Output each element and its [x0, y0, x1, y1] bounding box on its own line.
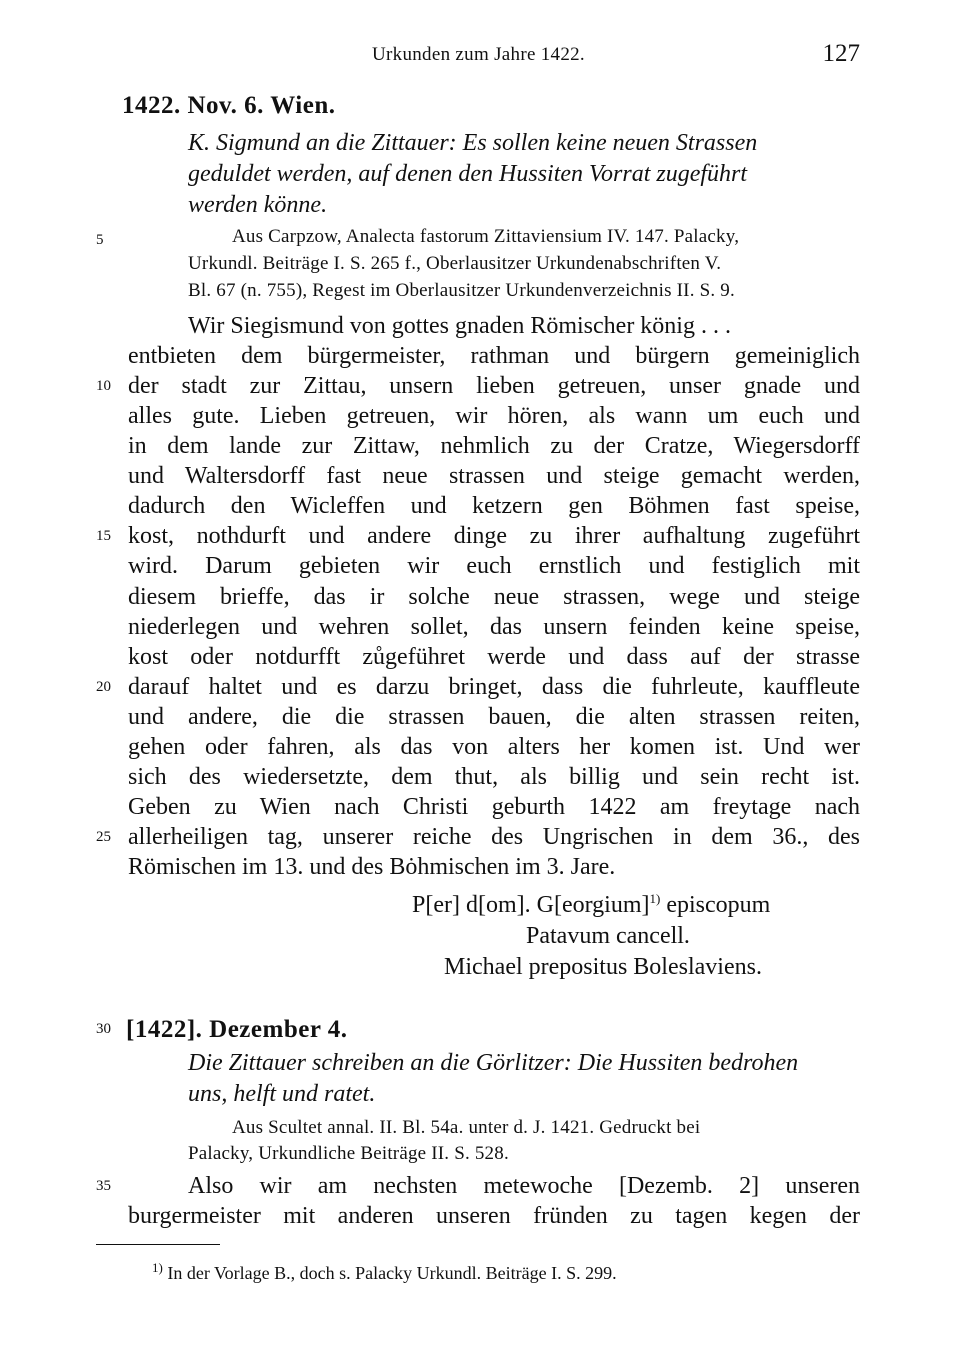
text-line: Römischen im 13. und des Bȯhmischen im 3. Jare. — [128, 854, 616, 880]
text-line: allerheiligen tag, unserer reiche des Ungrischen in dem 36., des — [128, 824, 860, 850]
document-date-heading: [1422]. Dezember 4. — [126, 1016, 348, 1043]
text-line: Also wir am nechsten metewoche [Dezemb. 2] unseren — [188, 1173, 860, 1199]
footnote-marker: 1) — [152, 1260, 163, 1275]
footnote — [152, 1260, 617, 1284]
text-line: und andere, die die strassen bauen, die alten strassen reiten, — [128, 704, 860, 730]
source-note-line: Aus Scultet annal. II. Bl. 54a. unter d. J. 1421. Gedruckt bei — [232, 1117, 701, 1138]
source-note-line: Aus Carpzow, Analecta fastorum Zittaviensium IV. 147. Palacky, — [232, 226, 740, 247]
signature-line: Michael prepositus Boleslaviens. — [444, 954, 762, 980]
line-number: 30 — [96, 1021, 111, 1037]
line-number: 35 — [96, 1178, 111, 1194]
text-line: kost, nothdurft und andere dinge zu ihrer aufhaltung zugeführt — [128, 523, 860, 549]
text-line: der stadt zur Zittau, unsern lieben getreuen, unser gnade und — [128, 373, 860, 399]
text-line: in dem lande zur Zittaw, nehmlich zu der Cratze, Wiegersdorff — [128, 433, 860, 459]
regest-line: uns, helft und ratet. — [188, 1081, 376, 1107]
text-line: dadurch den Wicleffen und ketzern gen Böhmen fast speise, — [128, 493, 860, 519]
regest-line: K. Sigmund an die Zittauer: Es sollen keine neuen Strassen — [188, 130, 758, 156]
text-line: niederlegen und wehren sollet, das unsern feinden keine speise, — [128, 614, 860, 640]
text-line: Geben zu Wien nach Christi geburth 1422 am freytage nach — [128, 794, 860, 820]
footnote-rule — [96, 1244, 220, 1245]
signature-line — [412, 892, 770, 919]
text-line: diesem brieffe, das ir solche neue strassen, wege und steige — [128, 584, 860, 610]
document-date-heading: 1422. Nov. 6. Wien. — [122, 92, 336, 119]
line-number: 15 — [96, 528, 111, 544]
text-line: entbieten dem bürgermeister, rathman und bürgern gemeiniglich — [128, 343, 860, 369]
regest-line: geduldet werden, auf denen den Hussiten Vorrat zugeführt — [188, 161, 748, 187]
signature-line: Patavum cancell. — [526, 923, 690, 949]
text-line: wird. Darum gebieten wir euch ernstlich und festiglich mit — [128, 553, 860, 579]
text-line: kost oder notdurfft zůgeführet werde und dass auf der strasse — [128, 644, 860, 670]
text-line: alles gute. Lieben getreuen, wir hören, als wann um euch und — [128, 403, 860, 429]
signature-text: P[er] d[om]. G[eorgium] — [412, 892, 650, 918]
regest-line: werden könne. — [188, 192, 328, 218]
regest-line: Die Zittauer schreiben an die Görlitzer: Die Hussiten bedrohen — [188, 1050, 799, 1076]
text-line: und Waltersdorff fast neue strassen und steige gemacht werden, — [128, 463, 860, 489]
text-line: burgermeister mit anderen unseren fründen zu tagen kegen der — [128, 1203, 860, 1229]
text-line: gehen oder fahren, als das von alters her komen ist. Und wer — [128, 734, 860, 760]
source-note-line: Urkundl. Beiträge I. S. 265 f., Oberlausitzer Urkundenabschriften V. — [188, 253, 722, 274]
text-line: sich des wiedersetzte, dem thut, als billig und sein recht ist. — [128, 764, 860, 790]
text-line: darauf haltet und es darzu bringet, dass die fuhrleute, kauffleute — [128, 674, 860, 700]
source-note-line: Bl. 67 (n. 755), Regest im Oberlausitzer Urkundenverzeichnis II. S. 9. — [188, 280, 735, 301]
line-number: 10 — [96, 378, 111, 394]
signature-text: episcopum — [660, 892, 771, 918]
running-head: Urkunden zum Jahre 1422. — [372, 44, 585, 65]
footnote-marker: 1) — [649, 891, 661, 906]
line-number: 20 — [96, 679, 111, 695]
footnote-text: In der Vorlage B., doch s. Palacky Urkundl. Beiträge I. S. 299. — [162, 1263, 617, 1283]
page-number: 127 — [822, 40, 860, 67]
line-number: 25 — [96, 829, 111, 845]
source-note-line: Palacky, Urkundliche Beiträge II. S. 528. — [188, 1143, 509, 1164]
text-line: Wir Siegismund von gottes gnaden Römischer könig . . . — [188, 313, 731, 339]
line-number: 5 — [96, 232, 104, 248]
